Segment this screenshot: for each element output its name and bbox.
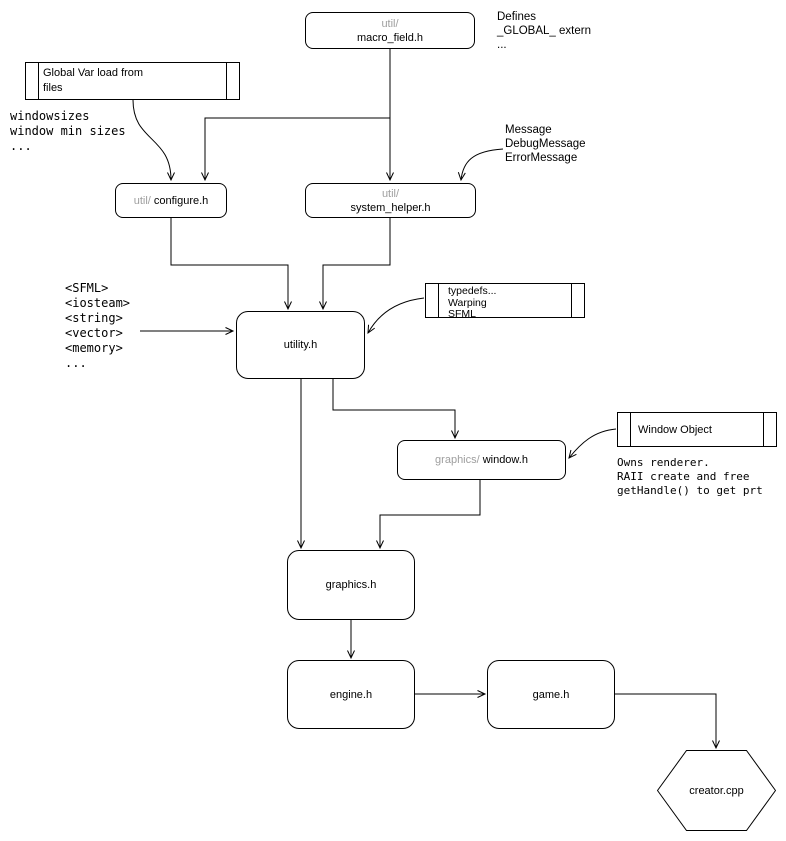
- annotation-line: ...: [497, 39, 507, 51]
- annotation-owns-renderer: [617, 456, 763, 498]
- node-system-helper-h: [305, 183, 476, 218]
- annotation-line: <iosteam>: [65, 296, 131, 310]
- node-prefix: util/: [381, 187, 400, 200]
- node-typedefs-note: [425, 283, 585, 318]
- node-label: utility.h: [283, 339, 318, 351]
- annotation-line: <vector>: [65, 326, 123, 340]
- node-name: configure.h: [153, 194, 209, 207]
- node-label: SFML: [448, 308, 477, 320]
- node-label: graphics.h: [325, 579, 377, 591]
- node-prefix: graphics/: [435, 454, 480, 466]
- annotation-line: <string>: [65, 311, 123, 325]
- node-game-h: [487, 660, 615, 729]
- annotation-line: RAII create and free: [617, 470, 750, 483]
- node-label: Window Object: [638, 423, 712, 436]
- edge-game-to-creator: [615, 694, 716, 748]
- annotation-line: <SFML>: [65, 281, 109, 295]
- annotation-line: Message: [505, 124, 552, 136]
- node-label: typedefs...: [448, 285, 497, 297]
- node-engine-h: [287, 660, 415, 729]
- edge-global-var-to-configure: [133, 100, 171, 180]
- node-label: creator.cpp: [689, 784, 744, 797]
- annotation-line: <memory>: [65, 341, 123, 355]
- node-label: game.h: [532, 688, 570, 701]
- edge-window-object-to-window: [569, 429, 616, 458]
- node-window-object: [617, 412, 777, 447]
- node-utility-h: [236, 311, 365, 379]
- node-creator-cpp: [657, 750, 776, 831]
- edge-typedefs-note-to-utility: [368, 298, 424, 333]
- annotation-includes: [65, 281, 130, 371]
- node-configure-h: [115, 183, 227, 218]
- node-prefix: util/: [133, 194, 151, 207]
- edge-configure-to-utility: [171, 218, 288, 309]
- annotation-messages: [505, 123, 586, 165]
- annotation-line: _GLOBAL_ extern: [497, 25, 591, 37]
- edge-window-to-graphics: [380, 480, 480, 548]
- annotation-line: Owns renderer.: [617, 456, 710, 469]
- node-label: [435, 453, 528, 467]
- node-label: system_helper.h: [350, 201, 431, 214]
- annotation-defines: [497, 10, 591, 52]
- annotation-window-sizes: [10, 109, 126, 154]
- node-graphics-h: [287, 550, 415, 620]
- node-window-h: [397, 440, 566, 480]
- edge-system-helper-to-utility: [323, 218, 390, 309]
- annotation-line: getHandle() to get prt: [617, 484, 763, 497]
- node-name: window.h: [482, 454, 528, 466]
- edge-messages-to-system-helper: [461, 149, 503, 180]
- node-label: Global Var load from: [43, 67, 144, 79]
- node-global-var-load: [25, 62, 240, 100]
- edge-macro-field-to-configure: [205, 118, 390, 180]
- node-label: [134, 194, 209, 208]
- node-label: engine.h: [329, 688, 373, 701]
- node-label: macro_field.h: [356, 31, 424, 44]
- edge-utility-to-window: [333, 379, 455, 438]
- annotation-line: ...: [65, 356, 87, 370]
- annotation-line: window min sizes: [10, 124, 126, 138]
- annotation-line: Defines: [497, 11, 536, 23]
- annotation-line: DebugMessage: [505, 138, 586, 150]
- node-prefix: util/: [381, 17, 399, 30]
- node-macro-field-h: [305, 12, 475, 49]
- annotation-line: windowsizes: [10, 109, 90, 123]
- annotation-line: ...: [10, 139, 32, 153]
- node-label: files: [43, 82, 63, 94]
- node-label: Warping: [448, 296, 487, 309]
- annotation-line: ErrorMessage: [505, 152, 578, 164]
